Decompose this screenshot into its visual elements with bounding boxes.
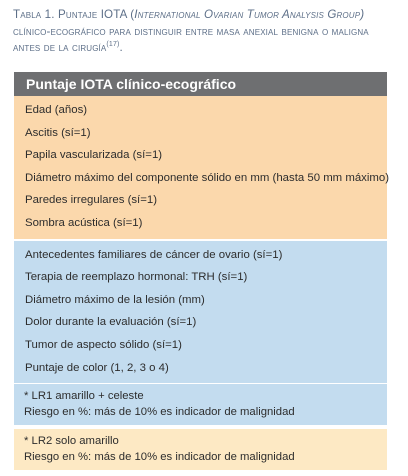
table-row: Dolor durante la evaluación (sí=1) bbox=[25, 316, 197, 329]
table-row: Tumor de aspecto sólido (sí=1) bbox=[25, 338, 182, 351]
table-row: Diámetro máximo de la lesión (mm) bbox=[25, 293, 205, 306]
table-row: Papila vascularizada (sí=1) bbox=[25, 149, 163, 162]
table-row: Paredes irregulares (sí=1) bbox=[25, 194, 157, 207]
table-row: Sombra acústica (sí=1) bbox=[25, 216, 143, 229]
note-lr1 bbox=[14, 384, 387, 425]
table-row: Ascitis (sí=1) bbox=[25, 126, 91, 139]
caption-reference: (17) bbox=[106, 41, 120, 49]
table-row: Antecedentes familiares de cáncer de ovario (sí=1) bbox=[25, 248, 283, 261]
clinical-group-amber bbox=[14, 96, 387, 239]
table-header: Puntaje IOTA clínico-ecográfico bbox=[14, 72, 387, 96]
table-row: Diámetro máximo del componente sólido en mm (hasta 50 mm máximo) bbox=[25, 171, 389, 184]
table-notes bbox=[14, 384, 387, 470]
caption-label: Tabla 1. bbox=[13, 8, 55, 21]
caption-title-italic: International Ovarian Tumor Analysis Group) bbox=[134, 8, 365, 21]
caption-description: clínico-ecográfico para distinguir entre masa anexial benigna o maligna antes de la cirugía bbox=[13, 24, 369, 54]
note-lr2-risk: Riesgo en %: más de 10% es indicador de malignidad bbox=[24, 451, 295, 464]
caption-end: . bbox=[119, 41, 123, 54]
table-row: Edad (años) bbox=[25, 104, 88, 116]
note-lr2 bbox=[14, 429, 387, 470]
iota-score-table bbox=[14, 72, 387, 383]
clinical-group-blue bbox=[14, 239, 387, 384]
note-lr2-title: * LR2 solo amarillo bbox=[24, 435, 119, 447]
table-row: Puntaje de color (1, 2, 3 o 4) bbox=[25, 361, 169, 374]
caption-title-normal: Puntaje IOTA ( bbox=[58, 8, 135, 21]
table-row: Terapia de reemplazo hormonal: TRH (sí=1) bbox=[25, 271, 248, 284]
note-lr1-risk: Riesgo en %: más de 10% es indicador de malignidad bbox=[24, 406, 295, 419]
table-caption bbox=[13, 7, 397, 57]
note-lr1-title: * LR1 amarillo + celeste bbox=[24, 390, 144, 402]
